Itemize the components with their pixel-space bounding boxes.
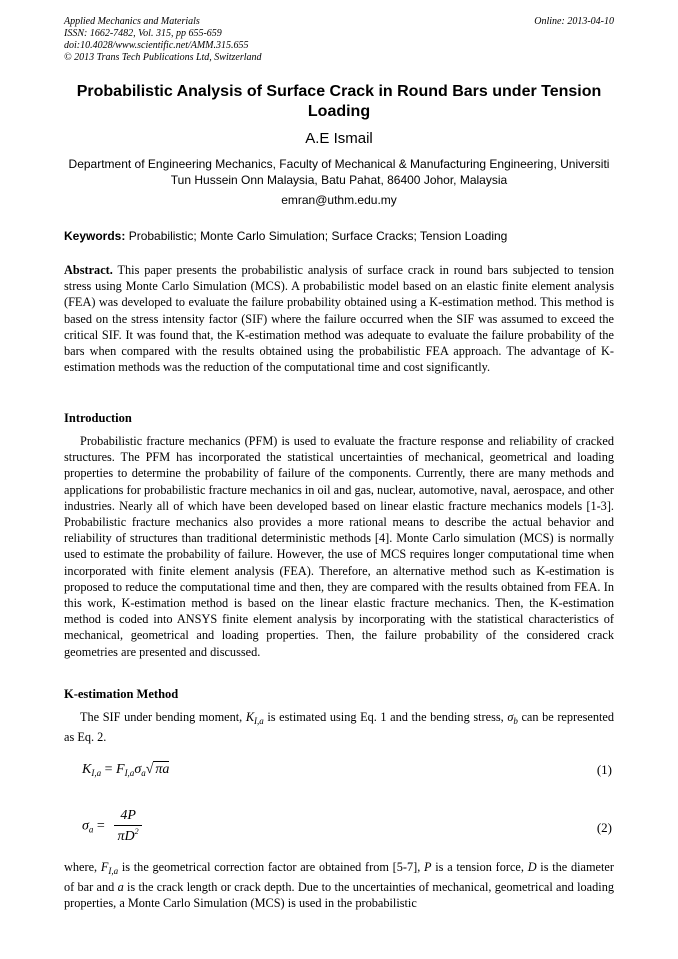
symbol-K-subscript: I,a <box>254 716 264 726</box>
symbol-P: P <box>424 860 432 874</box>
symbol-F: F <box>100 860 109 874</box>
affiliation: Department of Engineering Mechanics, Faculty of Mechanical & Manufacturing Engineering, Universiti Tun Hussein Onn Malaysia, Batu Pahat, 86400 Johor, Malaysia <box>68 157 610 187</box>
eq1-lhs-sub: I,a <box>91 768 102 778</box>
introduction-text: Probabilistic fracture mechanics (PFM) is used to evaluate the fracture response and reliability of cracked structures. The PFM has incorporated the statistical uncertainties of mechanical, geometrical and loading properties to determine the probability of failure of the components. Currently, there are many methods and applications for probabilistic fracture mechanics in oil and gas, nuclear, automotive, naval, aerospace, and other industries. Nearly all of which have been developed based on linear elastic fracture mechanics models [1-3]. Probabilistic fracture mechanics also provides a more rational means to describe the actual behavior and reliability of structures than traditional deterministic methods [4]. Monte Carlo simulation (MCS) is normally used to estimate the probability of failure. However, the use of MCS requires longer computational time when incorporated with finite element analysis (FEA). Therefore, an alternative method such as K-estimation is proposed to reduce the computational time and then, they are compared with the results obtained from FEA. In this work, K-estimation method is based on the linear elastic fracture mechanics. Then, the K-estimation method is coded into ANSYS finite element analysis by incorporating with the statistical characteristics of mechanical, geometrical and loading properties. Then, the failure probability of the considered crack geometries are presented and discussed. <box>64 434 614 659</box>
final-text-part: where, <box>64 860 101 874</box>
eq1-lhs: K <box>82 762 92 777</box>
equation-2-number: (2) <box>596 820 612 835</box>
journal-info <box>64 16 262 64</box>
eq2-fraction <box>114 808 142 845</box>
final-text-part: is the diameter of bar and <box>64 860 614 895</box>
eq2-lhs: σ <box>82 818 89 834</box>
keywords-text: Probabilistic; Monte Carlo Simulation; Surface Cracks; Tension Loading <box>128 229 508 243</box>
eq1-root: √ <box>145 762 154 777</box>
final-text-part: is the crack length or crack depth. Due to the uncertainties of mechanical, geometrical and loading properties, a Monte Carlo Simulation (MCS) is used in the probabilistic <box>64 880 614 911</box>
k-estimation-text <box>64 709 614 745</box>
eq2-equals: = <box>93 818 109 834</box>
k-text-part: is estimated using Eq. 1 and the bending stress, <box>263 710 508 724</box>
equation-1-number: (1) <box>596 762 612 777</box>
eq2-den-sup: 2 <box>134 827 139 836</box>
eq2-den-text: πD <box>117 829 135 844</box>
eq1-sigma: σ <box>134 762 142 777</box>
final-text-part: is a tension force, <box>431 860 528 874</box>
introduction-heading: Introduction <box>64 411 132 425</box>
equation-2 <box>82 808 142 845</box>
k-estimation-heading: K-estimation Method <box>64 687 179 701</box>
symbol-sigma: σ <box>507 710 514 724</box>
abstract-label: Abstract. <box>64 263 113 277</box>
eq1-f: F <box>116 762 125 777</box>
final-text-part: is the geometrical correction factor are obtained from [5-7], <box>118 860 425 874</box>
keywords <box>64 228 614 244</box>
symbol-K: K <box>245 710 255 724</box>
eq1-equals: = <box>101 762 116 777</box>
symbol-F-subscript: I,a <box>108 866 119 876</box>
eq2-denominator <box>118 826 139 845</box>
abstract <box>64 262 614 375</box>
paper-title: Probabilistic Analysis of Surface Crack in Round Bars under Tension Loading <box>76 83 602 120</box>
copyright-line: © 2013 Trans Tech Publications Ltd, Switzerland <box>64 52 262 63</box>
eq1-radicand: πa <box>155 762 170 777</box>
k-text-part: The SIF under bending moment, <box>80 710 246 724</box>
eq2-numerator: 4P <box>114 808 142 826</box>
abstract-text: This paper presents the probabilistic analysis of surface crack in round bars subjected to tension stress using Monte Carlo Simulation (MCS). A probabilistic model based on an elastic finite element analysis (FEA) was developed to evaluate the failure probability obtained using a K-estimation method. This method is based on the stress intensity factor (SIF) where the failure occurred when the SIF was assumed to exceed the critical SIF. It was found that, the K-estimation method was adequate to evaluate the failure probability of the bars when compared with the results obtained using the probabilistic FEA approach. The advantage of K-estimation methods was the reduction of the computational time and cost significantly. <box>64 263 614 375</box>
doi-line: doi:10.4028/www.scientific.net/AMM.315.655 <box>64 40 249 51</box>
equation-1 <box>82 762 169 778</box>
issn-line: ISSN: 1662-7482, Vol. 315, pp 655-659 <box>64 28 222 39</box>
symbol-sigma-subscript: b <box>513 716 518 726</box>
k-text-part: can be represented as Eq. 2. <box>64 710 614 745</box>
final-paragraph <box>64 859 614 912</box>
eq1-sigma-sub: a <box>141 768 146 778</box>
journal-name: Applied Mechanics and Materials <box>64 16 200 27</box>
author-email: emran@uthm.edu.my <box>281 193 397 207</box>
symbol-D: D <box>527 860 537 874</box>
eq1-f-sub: I,a <box>124 768 135 778</box>
keywords-label: Keywords: <box>64 229 126 243</box>
author-name: A.E Ismail <box>305 130 373 147</box>
online-date: Online: 2013-04-10 <box>534 16 614 27</box>
eq2-lhs-sub: a <box>88 824 94 835</box>
symbol-a: a <box>117 880 124 895</box>
